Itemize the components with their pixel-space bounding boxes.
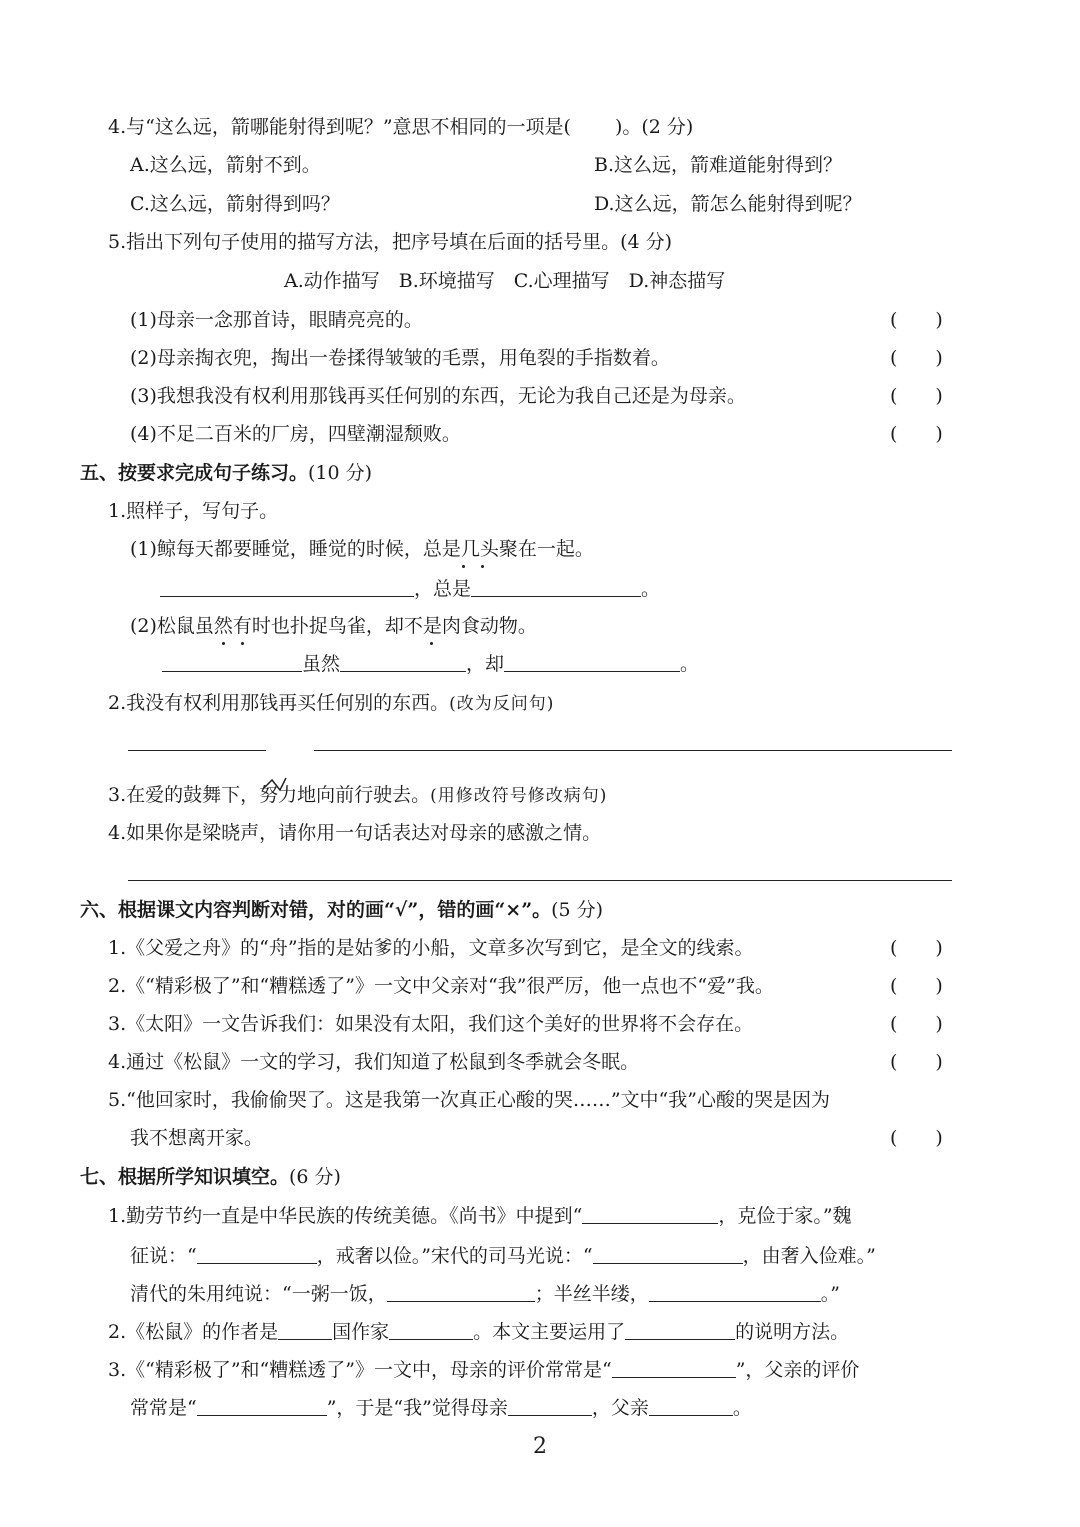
q5-item-2: (2)母亲掏衣兜，掏出一卷揉得皱皱的毛票，用龟裂的手指数着。	[130, 347, 670, 369]
s7-q3-line1: 3.《“精彩极了”和“糟糕透了”》一文中，母亲的评价常常是“ ”，父亲的评价	[108, 1359, 860, 1381]
s6-item-1: 1.《父爱之舟》的“舟”指的是姑爹的小船，文章多次写到它，是全文的线索。	[108, 937, 754, 959]
s5-q3: 3.在爱的鼓舞下，努力地向前行驶去。(用修改符号修改病句)	[108, 784, 608, 806]
emphasis-dot	[481, 565, 484, 568]
answer-blank[interactable]	[197, 1243, 317, 1264]
answer-paren[interactable]: ( )	[890, 347, 943, 369]
answer-blank[interactable]	[504, 651, 680, 672]
q5-options: A.动作描写 B.环境描写 C.心理描写 D.神态描写	[284, 270, 726, 292]
answer-blank[interactable]	[612, 1357, 736, 1378]
answer-paren[interactable]: ( )	[890, 385, 943, 407]
q4-option-d: D.这么远，箭怎么能射得到呢？	[594, 193, 862, 215]
s7-q1-line2: 征说：“ ，戒奢以俭。”宋代的司马光说：“ ，由奢入俭难。”	[130, 1245, 876, 1267]
q5-item-3: (3)我想我没有权利用那钱再买任何别的东西，无论为我自己还是为母亲。	[130, 385, 746, 407]
s6-item-3: 3.《太阳》一文告诉我们：如果没有太阳，我们这个美好的世界将不会存在。	[108, 1013, 754, 1035]
s5-q1a-answer[interactable]: ，总是 。	[160, 576, 660, 602]
s7-q1-line3: 清代的朱用纯说：“一粥一饭， ；半丝半缕， 。”	[130, 1283, 840, 1305]
s6-item-4: 4.通过《松鼠》一文的学习，我们知道了松鼠到冬季就会冬眠。	[108, 1051, 640, 1073]
s6-item-5: 5.“他回家时，我偷偷哭了。这是我第一次真正心酸的哭……”文中“我”心酸的哭是因为	[108, 1089, 830, 1111]
s5-q1b-answer[interactable]: 虽然 ，却 。	[162, 651, 699, 677]
answer-paren[interactable]: ( )	[890, 1127, 943, 1149]
answer-blank[interactable]	[197, 1395, 327, 1416]
emphasis-dot	[462, 565, 465, 568]
answer-blank[interactable]	[593, 1243, 743, 1264]
answer-blank[interactable]	[508, 1395, 592, 1416]
q4-stem: 4.与“这么远，箭哪能射得到呢？”意思不相同的一项是( )。(2 分)	[108, 116, 694, 138]
answer-paren[interactable]: ( )	[890, 309, 943, 331]
s5-q4: 4.如果你是梁晓声，请你用一句话表达对母亲的感激之情。	[108, 822, 602, 844]
s6-item-5-cont: 我不想离开家。	[130, 1127, 264, 1149]
answer-blank[interactable]	[387, 1281, 535, 1302]
answer-line[interactable]	[128, 880, 952, 881]
answer-blank[interactable]	[582, 1203, 718, 1224]
answer-paren[interactable]: ( )	[890, 423, 943, 445]
s7-q1-line1: 1.勤劳节约一直是中华民族的传统美德。《尚书》中提到“ ，克俭于家。”魏	[108, 1205, 852, 1227]
emphasis-dot	[222, 642, 225, 645]
q4-option-a: A.这么远，箭射不到。	[130, 154, 321, 176]
answer-blank[interactable]	[160, 576, 414, 597]
answer-blank[interactable]	[389, 1319, 473, 1340]
q5-stem: 5.指出下列句子使用的描写方法，把序号填在后面的括号里。(4 分)	[108, 231, 673, 253]
s7-q3-line2: 常常是“ ”，于是“我”觉得母亲 ，父亲 。	[130, 1397, 752, 1419]
s5-q2: 2.我没有权利用那钱再买任何别的东西。(改为反问句)	[108, 692, 555, 714]
section-7-title: 七、根据所学知识填空。(6 分)	[80, 1166, 341, 1188]
q5-item-1: (1)母亲一念那首诗，眼睛亮亮的。	[130, 309, 423, 331]
q4-option-c: C.这么远，箭射得到吗？	[130, 193, 340, 215]
answer-blank[interactable]	[625, 1319, 735, 1340]
s5-q1b-example: (2)松鼠虽然有时也扑捉鸟雀，却不是肉食动物。	[130, 615, 537, 637]
answer-blank[interactable]	[162, 651, 302, 672]
answer-paren[interactable]: ( )	[890, 1013, 943, 1035]
correction-mark-icon	[262, 776, 288, 796]
section-6-title: 六、根据课文内容判断对错，对的画“√”，错的画“×”。(5 分)	[80, 899, 604, 921]
emphasis-dot	[241, 642, 244, 645]
q5-item-4: (4)不足二百米的厂房，四壁潮湿颓败。	[130, 423, 461, 445]
q4-option-b: B.这么远，箭难道能射得到？	[594, 154, 843, 176]
s5-q1a-example: (1)鲸每天都要睡觉，睡觉的时候，总是几头聚在一起。	[130, 538, 594, 560]
answer-line[interactable]	[314, 750, 952, 751]
s5-q1: 1.照样子，写句子。	[108, 500, 279, 522]
s7-q2: 2.《松鼠》的作者是 国作家 。本文主要运用了 的说明方法。	[108, 1321, 850, 1343]
emphasis-dot	[430, 642, 433, 645]
answer-blank[interactable]	[649, 1395, 733, 1416]
page-number: 2	[533, 1434, 547, 1459]
answer-paren[interactable]: ( )	[890, 1051, 943, 1073]
answer-paren[interactable]: ( )	[890, 937, 943, 959]
answer-blank[interactable]	[471, 576, 641, 597]
answer-line[interactable]	[128, 750, 266, 751]
section-5-title: 五、按要求完成句子练习。(10 分)	[80, 462, 373, 484]
answer-blank[interactable]	[340, 651, 466, 672]
answer-blank[interactable]	[649, 1281, 821, 1302]
answer-paren[interactable]: ( )	[890, 975, 943, 997]
answer-blank[interactable]	[278, 1319, 332, 1340]
s6-item-2: 2.《“精彩极了”和“糟糕透了”》一文中父亲对“我”很严厉，他一点也不“爱”我。	[108, 975, 774, 997]
